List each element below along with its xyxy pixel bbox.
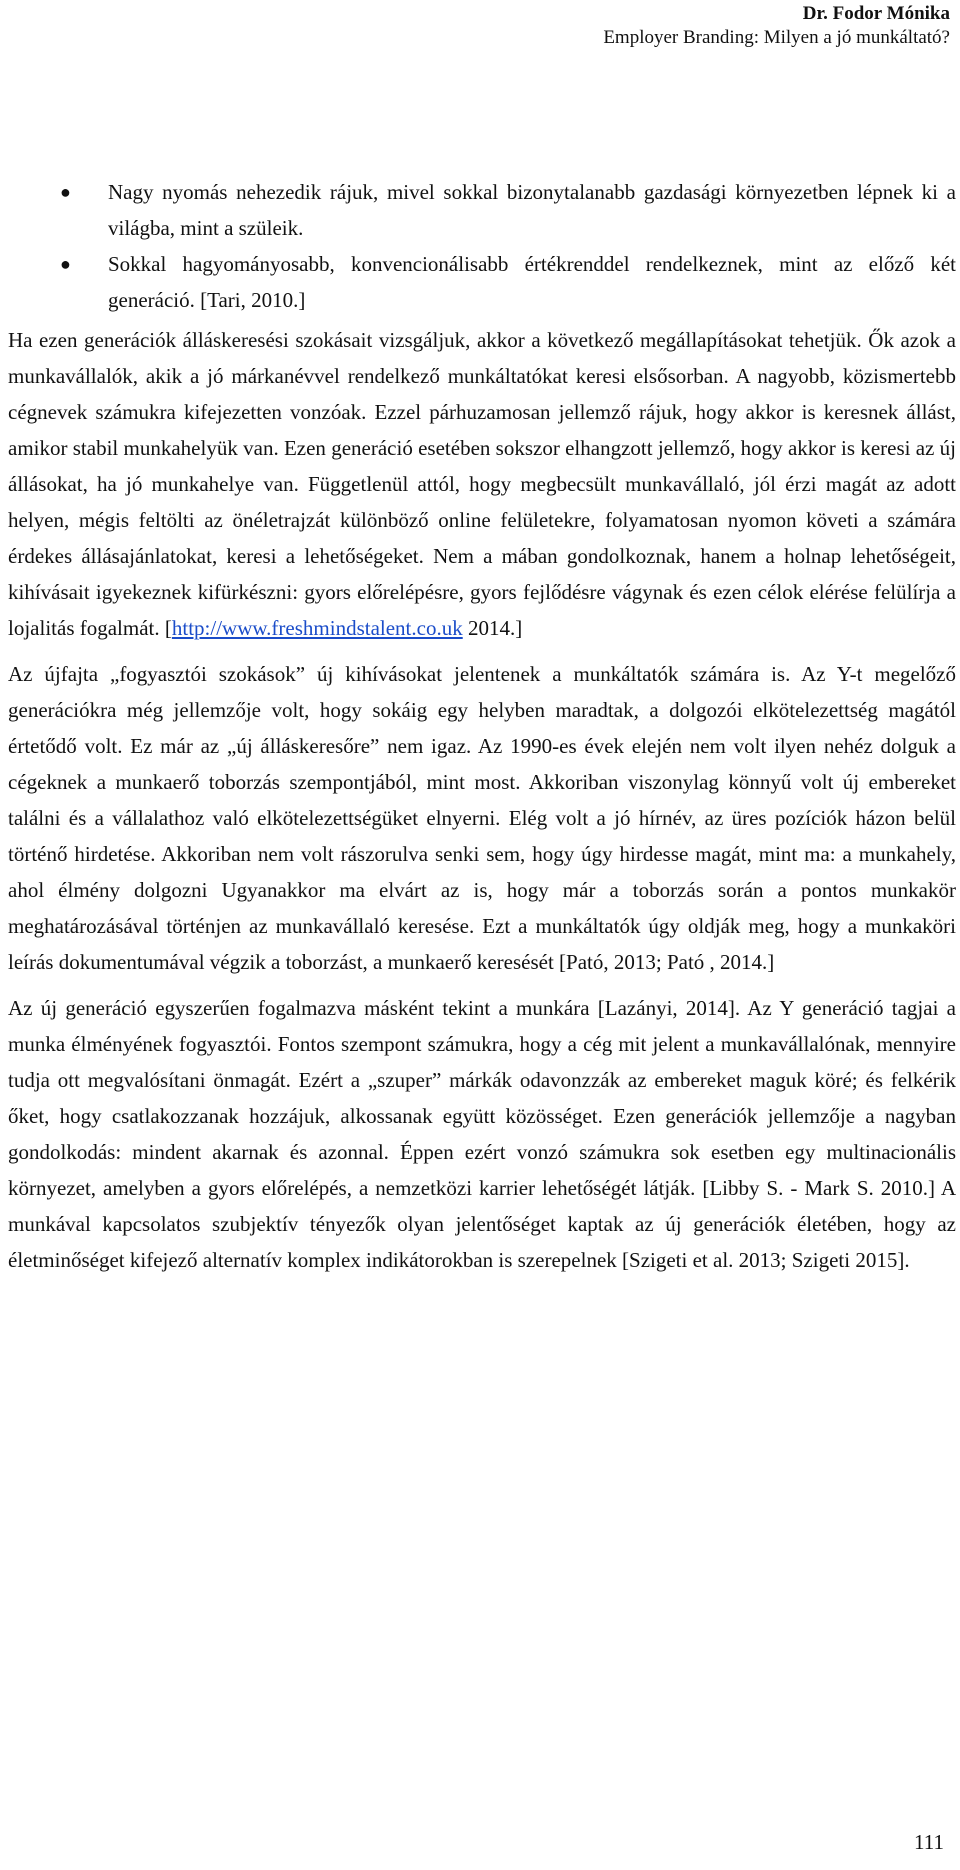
bullet-list	[8, 174, 956, 318]
list-item-text: Sokkal hagyományosabb, konvencionálisabb értékrenddel rendelkeznek, mint az előző két generáció. [Tari, 2010.]	[108, 252, 956, 312]
paragraph-text-end: 2014.]	[462, 616, 523, 640]
paragraph-consumer-habits: Az újfajta „fogyasztói szokások” új kihívásokat jelentenek a munkáltatók számára is. Az Y-t megelőző generációkra még jellemzője volt, hogy sokáig egy helyben maradtak, a dolgozói elkötelezettség magától értetődő volt. Ez már az „új álláskeresőre” nem igaz. Az 1990-es évek elején nem volt ilyen nehéz dolguk a cégeknek a munkaerő toborzás szempontjából, mint most. Akkoriban viszonylag könnyű volt új embereket találni és a vállalathoz való elkötelezettségüket elnyerni. Elég volt a jó hírnév, az üres pozíciók házon belül történő hirdetése. Akkoriban nem volt rászorulva senki sem, hogy úgy hirdesse magát, mint ma: a munkahely, ahol élmény dolgozni Ugyanakkor ma elvárt az is, hogy már a toborzás során a pontos munkakör meghatározásával történjen az munkavállaló keresése. Ezt a munkáltatók úgy oldják meg, hogy a munkaköri leírás dokumentumával végzik a toborzást, a munkaerő keresését [Pató, 2013; Pató , 2014.]	[8, 662, 956, 974]
bullet-icon: ●	[60, 254, 71, 274]
header-author: Dr. Fodor Mónika	[802, 3, 950, 24]
list-item	[8, 174, 956, 246]
list-item	[8, 246, 956, 318]
bullet-icon: ●	[60, 182, 71, 202]
paragraph-text: Ha ezen generációk álláskeresési szokásait vizsgáljuk, akkor a következő megállapításokat tehetjük. Ők azok a munkavállalók, akik a jó márkanévvel rendelkező munkáltatókat keresi elsősorban. A nagyobb, közismertebb cégnevek számukra kifejezetten vonzóak. Ezzel párhuzamosan jellemző rájuk, hogy akkor is keresnek állást, amikor stabil munkahelyük van. Ezen generáció esetében sokszor elhangzott jellemző, hogy akkor is keresi az új állásokat, ha jó munkahelye van. Függetlenül attól, hogy megbecsült munkavállaló, jól érzi magát az adott helyen, mégis feltölti az önéletrajzát különböző online felületekre, folyamatosan nyomon követi a számára érdekes állásajánlatokat, keresi a lehetőségeket. Nem a mában gondolkoznak, hanem a holnap lehetőségeit, kihívásait igyekeznek kifürkészni: gyors előrelépésre, gyors fejlődésre vágynak és ezen célok elérése felülírja a lojalitás fogalmát. [	[8, 328, 956, 640]
list-item-text: Nagy nyomás nehezedik rájuk, mivel sokkal bizonytalanabb gazdasági környezetben lépnek ki a világba, mint a szüleik.	[108, 180, 956, 240]
source-link[interactable]: http://www.freshmindstalent.co.uk	[171, 616, 463, 640]
running-header	[603, 2, 950, 50]
paragraph-job-search-habits	[8, 322, 956, 646]
document-body	[8, 174, 956, 1278]
paragraph-new-generation: Az új generáció egyszerűen fogalmazva másként tekint a munkára [Lazányi, 2014]. Az Y generáció tagjai a munka élményének fogyasztói. Fontos szempont számukra, hogy a cég mit jelent a munkavállalónak, mennyire tudja ott megvalósítani önmagát. Ezért a „szuper” márkák odavonzzák az embereket maguk köré; és felkérik őket, hogy csatlakozzanak hozzájuk, alkossanak együtt közösséget. Ezen generációk jellemzője a nagyban gondolkodás: mindent akarnak és azonnal. Éppen ezért vonzó számukra sok esetben egy multinacionális környezet, amelyben a gyors előrelépés, a nemzetközi karrier lehetőségét látják. [Libby S. - Mark S. 2010.] A munkával kapcsolatos szubjektív tényezők olyan jelentőséget kaptak az új generációk életében, hogy az életminőséget kifejező alternatív komplex indikátorokban is szerepelnek [Szigeti et al. 2013; Szigeti 2015].	[8, 996, 956, 1272]
page-number: 111	[914, 1830, 944, 1854]
header-title: Employer Branding: Milyen a jó munkáltató?	[603, 27, 950, 48]
